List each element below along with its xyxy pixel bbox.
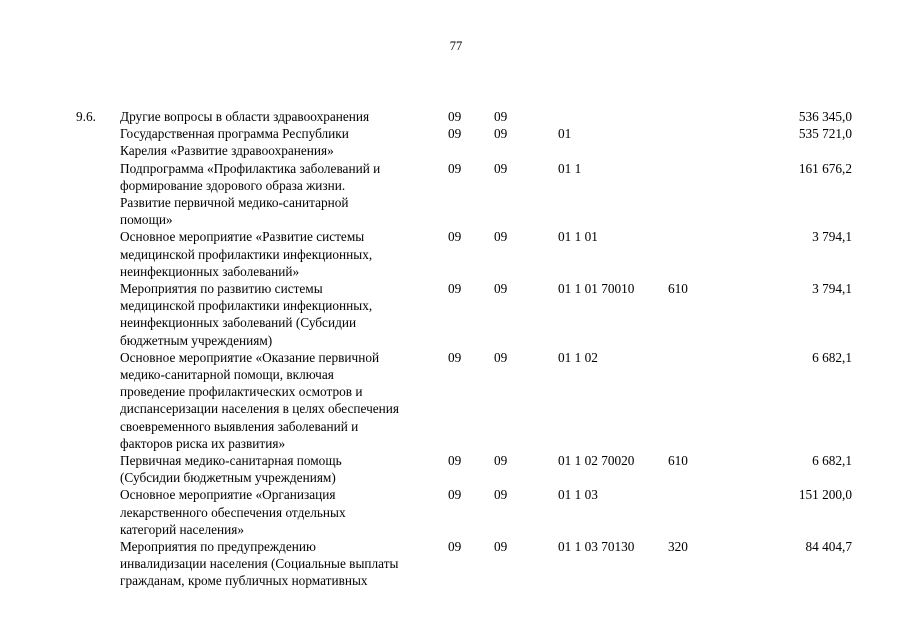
item-name-line: медицинской профилактики инфекционных, [120, 246, 373, 262]
amount: 3 794,1 [812, 281, 852, 297]
amount: 151 200,0 [798, 487, 852, 503]
subsection-code: 09 [494, 229, 508, 245]
item-name-line: диспансеризации населения в целях обеспечения [120, 401, 400, 417]
item-name-line: гражданам, кроме публичных нормативных [120, 573, 368, 589]
subsection-code: 09 [494, 487, 508, 503]
section-code: 09 [448, 453, 462, 469]
row-number: 9.6. [76, 109, 96, 124]
section-code: 09 [448, 487, 462, 503]
item-name-line: Развитие первичной медико-санитарной [120, 195, 349, 211]
table-row [0, 280, 905, 349]
target-article-code: 01 1 01 [558, 229, 598, 245]
item-name [120, 452, 440, 486]
page-number: 77 [449, 39, 463, 53]
budget-table [0, 108, 905, 590]
item-name-line: Первичная медико-санитарная помощь [120, 453, 342, 469]
section-code: 09 [448, 229, 462, 245]
target-article-code: 01 1 02 70020 [558, 453, 635, 469]
table-row [0, 160, 905, 229]
table-row [0, 486, 905, 538]
expense-type-code: 610 [668, 453, 688, 469]
item-name-line: Карелия «Развитие здравоохранения» [120, 143, 334, 159]
item-name-line: неинфекционных заболеваний (Субсидии [120, 315, 357, 331]
item-name [120, 349, 440, 452]
subsection-code: 09 [494, 349, 508, 365]
item-name-line: медико-санитарной помощи, включая [120, 367, 334, 383]
target-article-code: 01 [558, 126, 572, 142]
item-name [120, 125, 440, 159]
item-name [120, 486, 440, 538]
target-article-code: 01 1 03 70130 [558, 539, 635, 555]
item-name-line: факторов риска их развития» [120, 435, 286, 451]
section-code: 09 [448, 126, 462, 142]
amount: 6 682,1 [812, 349, 852, 365]
item-name-line: Основное мероприятие «Организация [120, 487, 336, 503]
section-code: 09 [448, 349, 462, 365]
amount: 535 721,0 [798, 126, 852, 142]
subsection-code: 09 [494, 160, 508, 176]
expense-type-code: 320 [668, 539, 688, 555]
item-name-line: Основное мероприятие «Оказание первичной [120, 349, 380, 365]
table-row [0, 349, 905, 452]
section-code: 09 [448, 160, 462, 176]
item-name-line: бюджетным учреждениям) [120, 332, 273, 348]
item-name-line: медицинской профилактики инфекционных, [120, 298, 373, 314]
amount: 84 404,7 [805, 539, 852, 555]
target-article-code: 01 1 01 70010 [558, 281, 635, 297]
item-name [120, 108, 440, 125]
table-row [0, 108, 905, 125]
subsection-code: 09 [494, 453, 508, 469]
amount: 161 676,2 [798, 160, 852, 176]
table-row [0, 125, 905, 159]
subsection-code: 09 [494, 281, 508, 297]
target-article-code: 01 1 03 [558, 487, 598, 503]
table-row [0, 228, 905, 280]
item-name-line: Мероприятия по предупреждению [120, 539, 316, 555]
subsection-code: 09 [494, 539, 508, 555]
item-name-line: (Субсидии бюджетным учреждениям) [120, 470, 336, 486]
item-name-line: формирование здорового образа жизни. [120, 177, 346, 193]
target-article-code: 01 1 [558, 160, 582, 176]
item-name-line: Другие вопросы в области здравоохранения [120, 109, 370, 124]
amount: 6 682,1 [812, 453, 852, 469]
expense-type-code: 610 [668, 281, 688, 297]
subsection-code: 09 [494, 126, 508, 142]
item-name-line: категорий населения» [120, 521, 245, 537]
item-name [120, 538, 440, 590]
section-code: 09 [448, 539, 462, 555]
item-name-line: неинфекционных заболеваний» [120, 263, 300, 279]
item-name-line: проведение профилактических осмотров и [120, 384, 363, 400]
item-name-line: Государственная программа Республики [120, 126, 349, 142]
item-name-line: инвалидизации населения (Социальные выплаты [120, 556, 399, 572]
item-name [120, 160, 440, 229]
table-row [0, 452, 905, 486]
item-name-line: своевременного выявления заболеваний и [120, 418, 359, 434]
section-code: 09 [448, 109, 462, 124]
item-name-line: Мероприятия по развитию системы [120, 281, 323, 297]
section-code: 09 [448, 281, 462, 297]
item-name-line: помощи» [120, 212, 173, 228]
item-name-line: лекарственного обеспечения отдельных [120, 504, 346, 520]
item-name-line: Основное мероприятие «Развитие системы [120, 229, 365, 245]
item-name [120, 228, 440, 280]
target-article-code: 01 1 02 [558, 349, 598, 365]
item-name [120, 280, 440, 349]
subsection-code: 09 [494, 109, 508, 124]
table-row [0, 538, 905, 590]
amount: 536 345,0 [798, 109, 852, 124]
amount: 3 794,1 [812, 229, 852, 245]
item-name-line: Подпрограмма «Профилактика заболеваний и [120, 160, 381, 176]
